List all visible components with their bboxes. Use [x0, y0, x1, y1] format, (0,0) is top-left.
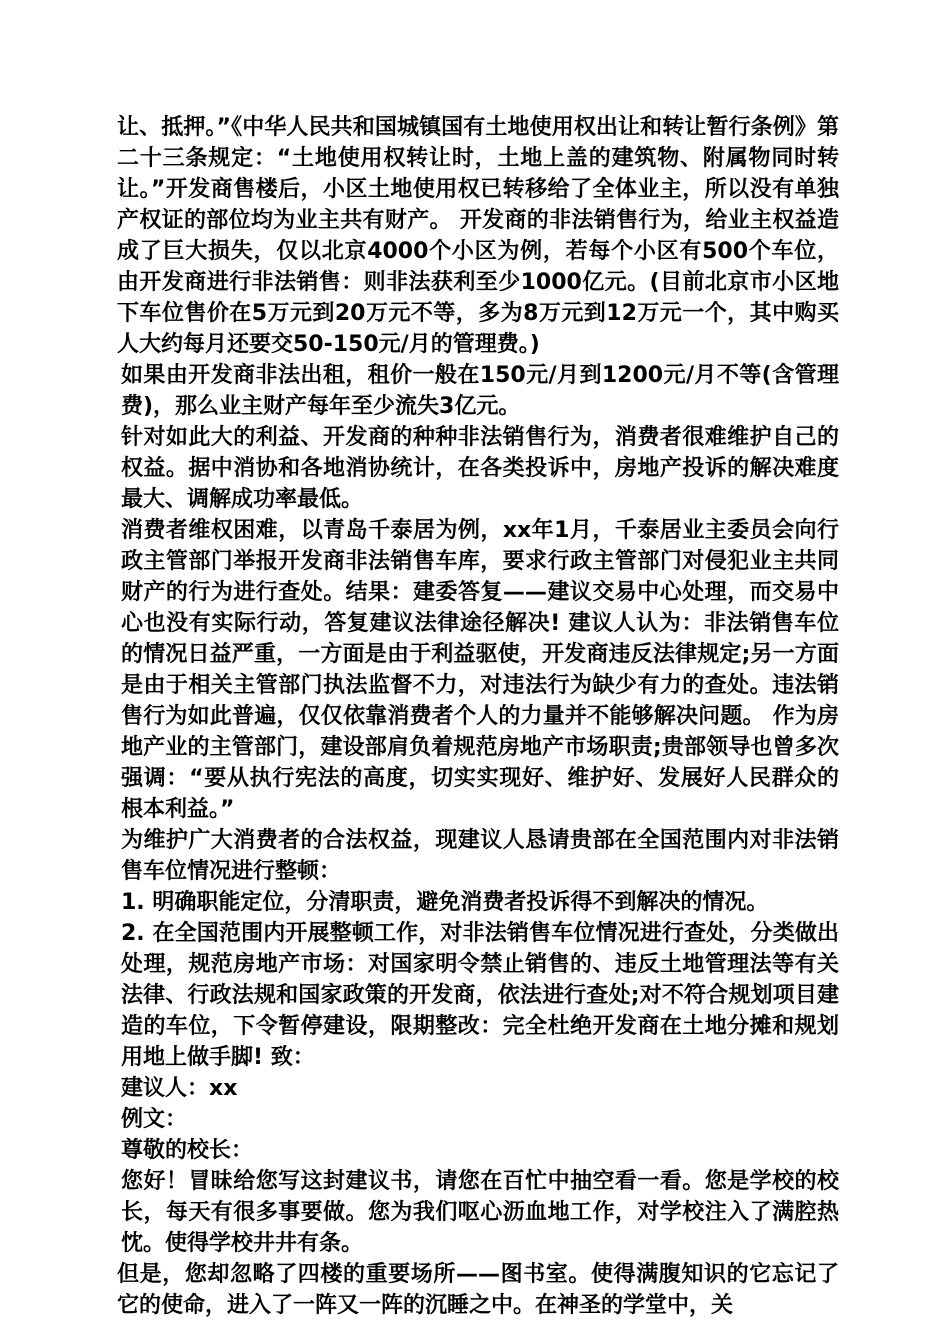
letter-paragraph-1: 您好！冒昧给您写这封建议书，请您在百忙中抽空看一看。您是学校的校长，每天有很多事要做。您为我们呕心沥血地工作，对学校注入了满腔热忱。使得学校井井有条。 [121, 1169, 839, 1256]
body-text [117, 112, 839, 1321]
list-item-2: 2. 在全国范围内开展整顿工作，对非法销售车位情况进行查处，分类做出处理，规范房地产市场：对国家明令禁止销售的、违反土地管理法等有关法律、行政法规和国家政策的开发商，依法进行查处;对不符合规划项目建造的车位，下令暂停建设，限期整改：完全杜绝开发商在土地分摊和规划用地上做手脚! 致： [121, 921, 839, 1070]
example-heading: 例文： [121, 1107, 188, 1132]
paragraph-4: 消费者维权困难，以青岛千泰居为例，xx年1月，千泰居业主委员会向行政主管部门举报开发商非法销售车库，要求行政主管部门对侵犯业主共同财产的行为进行查处。结果：建委答复——建议交易中心处理，而交易中心也没有实际行动，答复建议法律途径解决! 建议人认为：非法销售车位的情况日益严重，一方面是由于利益驱使，开发商违反法律规定;另一方面是由于相关主管部门执法监督不力，对违法行为缺少有力的查处。违法销售行为如此普遍，仅仅依靠消费者个人的力量并不能够解决问题。 作为房地产业的主管部门，建设部肩负着规范房地产市场职责;贵部领导也曾多次强调：“要从执行宪法的高度，切实实现好、维护好、发展好人民群众的根本利益。” [121, 518, 839, 822]
list-item-1: 1. 明确职能定位，分清职责，避免消费者投诉得不到解决的情况。 [121, 890, 769, 915]
signature-line: 建议人：xx [121, 1076, 238, 1101]
paragraph-5: 为维护广大消费者的合法权益，现建议人恳请贵部在全国范围内对非法销售车位情况进行整顿： [121, 828, 839, 884]
paragraph-1: 让、抵押。”《中华人民共和国城镇国有土地使用权出让和转让暂行条例》第二十三条规定：“土地使用权转让时，土地上盖的建筑物、附属物同时转让。”开发商售楼后，小区土地使用权已转移给了全体业主，所以没有单独产权证的部位均为业主共有财产。 开发商的非法销售行为，给业主权益造成了巨大损失，仅以北京4000个小区为例，若每个小区有500个车位，由开发商进行非法销售：则非法获利至少1000亿元。(目前北京市小区地下车位售价在5万元到20万元不等，多为8万元到12万元一个，其中购买人大约每月还要交50-150元/月的管理费。) [117, 115, 839, 357]
paragraph-2: 如果由开发商非法出租，租价一般在150元/月到1200元/月不等(含管理费)，那么业主财产每年至少流失3亿元。 [121, 363, 839, 419]
letter-paragraph-2: 但是，您却忽略了四楼的重要场所——图书室。使得满腹知识的它忘记了它的使命，进入了一阵又一阵的沉睡之中。在神圣的学堂中，关 [117, 1262, 839, 1318]
paragraph-3: 针对如此大的利益、开发商的种种非法销售行为，消费者很难维护自己的权益。据中消协和各地消协统计，在各类投诉中，房地产投诉的解决难度最大、调解成功率最低。 [121, 425, 839, 512]
salutation: 尊敬的校长： [121, 1138, 254, 1163]
